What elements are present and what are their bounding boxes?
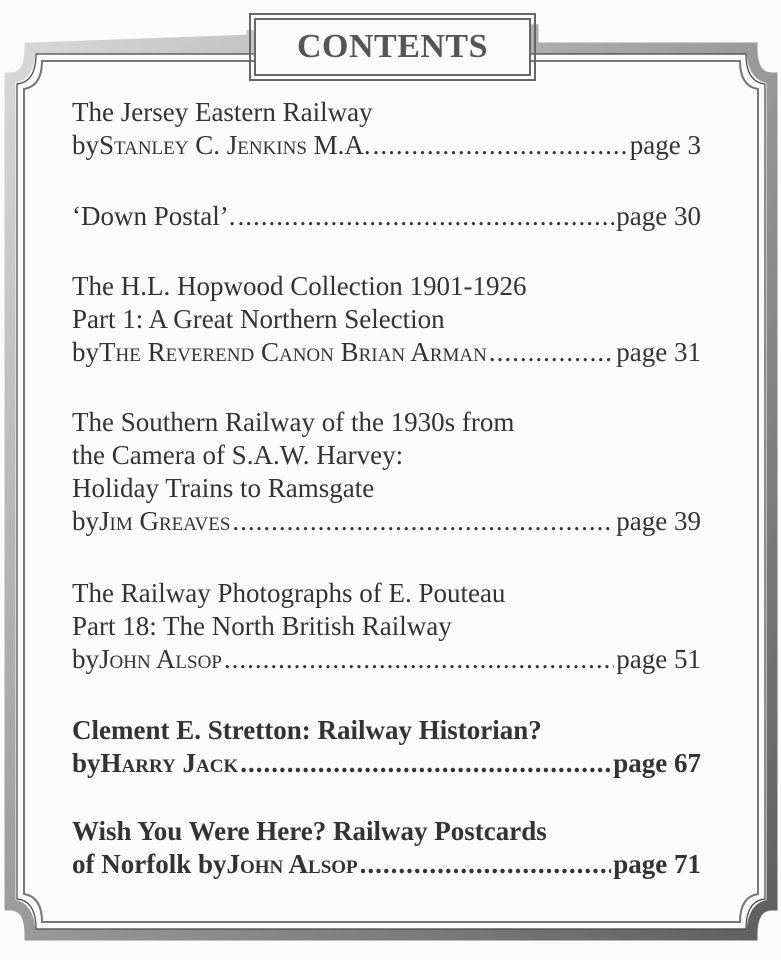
entry-by: by	[72, 506, 99, 536]
entry-page: page 71	[613, 849, 701, 879]
entry-page: page 67	[613, 748, 701, 778]
entry-by: by	[72, 748, 101, 778]
toc-entry[interactable]	[72, 815, 701, 881]
entry-title-line: Holiday Trains to Ramsgate	[72, 473, 375, 503]
toc-entry[interactable]	[72, 200, 701, 233]
entry-title-line: the Camera of S.A.W. Harvey:	[72, 440, 404, 470]
entry-title-line: Clement E. Stretton: Railway Historian?	[72, 715, 542, 745]
entry-title-line: Wish You Were Here? Railway Postcards	[72, 816, 547, 846]
toc-entry[interactable]	[72, 577, 701, 676]
entry-title-line: Part 18: The North British Railway	[72, 611, 452, 641]
entry-author: John Alsop	[226, 849, 358, 879]
entry-title-line: The Southern Railway of the 1930s from	[72, 407, 515, 437]
entry-author: John Alsop	[99, 644, 222, 674]
leader-dots	[238, 200, 615, 233]
entry-author: Stanley C. Jenkins M.A.	[99, 130, 371, 160]
entry-by: of Norfolk by	[72, 849, 227, 879]
leader-dots	[240, 747, 611, 780]
toc-entry[interactable]	[72, 96, 701, 162]
entry-by: by	[72, 644, 99, 674]
toc-entry[interactable]	[72, 714, 701, 780]
entry-page: page 39	[616, 506, 701, 536]
leader-dots	[224, 643, 614, 676]
entry-author: The Reverend Canon Brian Arman	[99, 337, 487, 367]
leader-dots	[232, 505, 614, 538]
entry-page: page 3	[629, 130, 701, 160]
entry-title-line: Part 1: A Great Northern Selection	[72, 304, 445, 334]
entry-title-line: The H.L. Hopwood Collection 1901-1926	[72, 271, 527, 301]
entry-title: ‘Down Postal’.	[72, 201, 236, 231]
entry-by: by	[72, 130, 99, 160]
entry-page: page 31	[616, 337, 701, 367]
leader-dots	[489, 336, 614, 369]
toc-entry[interactable]	[72, 270, 701, 369]
entry-author: Jim Greaves	[99, 506, 231, 536]
entry-title-line: The Jersey Eastern Railway	[72, 97, 373, 127]
leader-dots	[373, 129, 628, 162]
entry-page: page 51	[616, 644, 701, 674]
entry-by: by	[72, 337, 99, 367]
contents-title-box	[254, 18, 531, 76]
page-title: CONTENTS	[296, 28, 489, 65]
entry-title-line: The Railway Photographs of E. Pouteau	[72, 578, 506, 608]
toc-entry[interactable]	[72, 406, 701, 538]
entry-author: Harry Jack	[100, 748, 239, 778]
entry-page: page 30	[616, 201, 701, 231]
leader-dots	[360, 848, 612, 881]
